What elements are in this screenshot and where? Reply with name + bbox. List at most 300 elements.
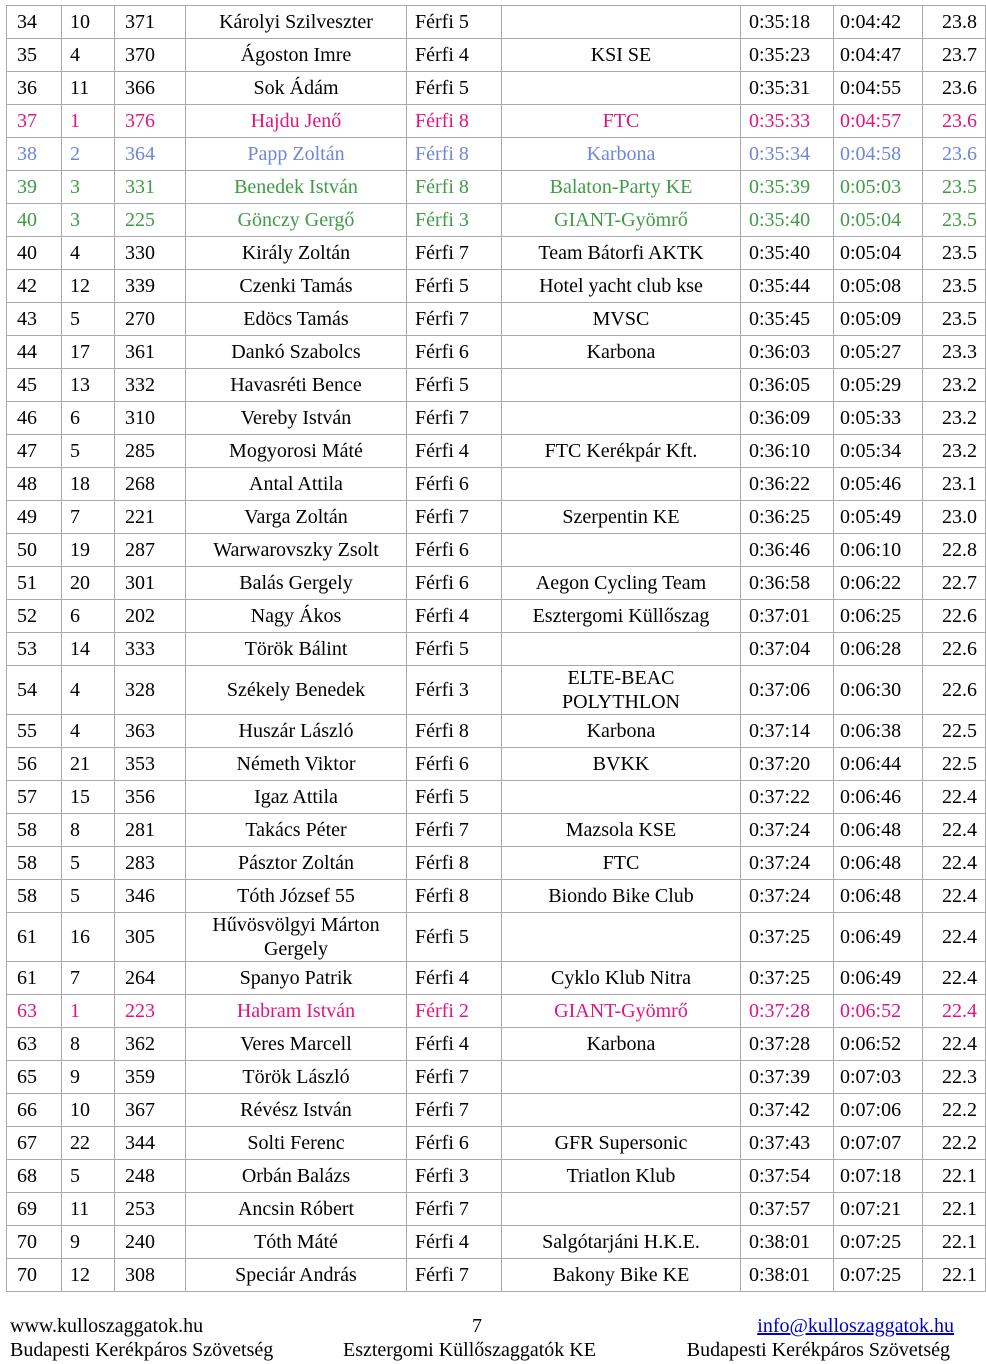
cell-rider-name: Dankó Szabolcs (186, 336, 407, 369)
cell-rider-name: Ancsin Róbert (186, 1193, 407, 1226)
cell-place: 51 (7, 567, 62, 600)
cell-rider-name: Károlyi Szilveszter (186, 6, 407, 39)
cell-club: Szerpentin KE (502, 501, 741, 534)
cell-bib-number: 305 (115, 913, 186, 962)
cell-time: 0:37:04 (741, 633, 834, 666)
cell-rider-name: Havasréti Bence (186, 369, 407, 402)
cell-category-place: 10 (62, 1094, 115, 1127)
cell-category: Férfi 5 (407, 6, 502, 39)
cell-place: 57 (7, 781, 62, 814)
cell-gap: 0:05:08 (834, 270, 923, 303)
cell-gap: 0:06:52 (834, 1028, 923, 1061)
cell-time: 0:37:14 (741, 715, 834, 748)
cell-gap: 0:04:55 (834, 72, 923, 105)
cell-rider-name: Veres Marcell (186, 1028, 407, 1061)
cell-gap: 0:05:29 (834, 369, 923, 402)
cell-category: Férfi 4 (407, 1028, 502, 1061)
cell-club: Karbona (502, 336, 741, 369)
cell-rider-name: Nagy Ákos (186, 600, 407, 633)
cell-category-place: 3 (62, 171, 115, 204)
cell-gap: 0:07:18 (834, 1160, 923, 1193)
cell-time: 0:37:42 (741, 1094, 834, 1127)
cell-bib-number: 344 (115, 1127, 186, 1160)
cell-time: 0:37:24 (741, 814, 834, 847)
cell-bib-number: 376 (115, 105, 186, 138)
cell-speed: 23.7 (923, 39, 986, 72)
cell-speed: 23.8 (923, 6, 986, 39)
cell-place: 58 (7, 880, 62, 913)
cell-time: 0:35:34 (741, 138, 834, 171)
cell-club: GIANT-Gyömrő (502, 204, 741, 237)
table-row (7, 666, 986, 715)
cell-category: Férfi 8 (407, 880, 502, 913)
cell-gap: 0:06:48 (834, 880, 923, 913)
table-row (7, 237, 986, 270)
cell-place: 49 (7, 501, 62, 534)
cell-place: 56 (7, 748, 62, 781)
cell-category-place: 3 (62, 204, 115, 237)
cell-rider-name: Pásztor Zoltán (186, 847, 407, 880)
cell-gap: 0:05:03 (834, 171, 923, 204)
cell-time: 0:37:43 (741, 1127, 834, 1160)
cell-category: Férfi 6 (407, 567, 502, 600)
cell-time: 0:37:28 (741, 995, 834, 1028)
footer-org-middle: Esztergomi Küllőszaggatók KE (343, 1339, 596, 1361)
cell-place: 63 (7, 1028, 62, 1061)
cell-category-place: 10 (62, 6, 115, 39)
cell-bib-number: 285 (115, 435, 186, 468)
cell-gap: 0:05:49 (834, 501, 923, 534)
table-row (7, 435, 986, 468)
cell-bib-number: 268 (115, 468, 186, 501)
cell-category-place: 1 (62, 995, 115, 1028)
cell-club: Salgótarjáni H.K.E. (502, 1226, 741, 1259)
cell-bib-number: 332 (115, 369, 186, 402)
cell-category-place: 7 (62, 962, 115, 995)
table-row (7, 105, 986, 138)
cell-gap: 0:07:07 (834, 1127, 923, 1160)
cell-bib-number: 356 (115, 781, 186, 814)
cell-rider-name: Balás Gergely (186, 567, 407, 600)
results-table (6, 5, 986, 1292)
cell-club: Karbona (502, 715, 741, 748)
cell-category: Férfi 7 (407, 501, 502, 534)
cell-speed: 22.4 (923, 781, 986, 814)
table-row (7, 534, 986, 567)
cell-speed: 23.6 (923, 105, 986, 138)
cell-place: 70 (7, 1226, 62, 1259)
cell-category-place: 5 (62, 847, 115, 880)
cell-rider-name: Török Bálint (186, 633, 407, 666)
cell-club (502, 781, 741, 814)
cell-category-place: 4 (62, 237, 115, 270)
cell-category: Férfi 7 (407, 1259, 502, 1292)
cell-place: 55 (7, 715, 62, 748)
cell-time: 0:37:25 (741, 962, 834, 995)
cell-speed: 22.4 (923, 880, 986, 913)
cell-place: 52 (7, 600, 62, 633)
cell-category: Férfi 6 (407, 1127, 502, 1160)
cell-rider-name: Czenki Tamás (186, 270, 407, 303)
table-row (7, 1127, 986, 1160)
cell-bib-number: 333 (115, 633, 186, 666)
cell-time: 0:37:57 (741, 1193, 834, 1226)
cell-bib-number: 240 (115, 1226, 186, 1259)
cell-bib-number: 359 (115, 1061, 186, 1094)
cell-time: 0:35:40 (741, 237, 834, 270)
cell-category: Férfi 5 (407, 369, 502, 402)
cell-category-place: 5 (62, 303, 115, 336)
cell-time: 0:35:23 (741, 39, 834, 72)
cell-category: Férfi 7 (407, 1061, 502, 1094)
cell-category-place: 22 (62, 1127, 115, 1160)
cell-club: Balaton-Party KE (502, 171, 741, 204)
cell-gap: 0:07:06 (834, 1094, 923, 1127)
table-row (7, 1259, 986, 1292)
cell-club: Biondo Bike Club (502, 880, 741, 913)
cell-bib-number: 330 (115, 237, 186, 270)
cell-club (502, 534, 741, 567)
table-row (7, 1226, 986, 1259)
cell-club: Mazsola KSE (502, 814, 741, 847)
cell-club: GFR Supersonic (502, 1127, 741, 1160)
cell-rider-name: Solti Ferenc (186, 1127, 407, 1160)
cell-bib-number: 270 (115, 303, 186, 336)
cell-category: Férfi 7 (407, 1193, 502, 1226)
cell-club (502, 402, 741, 435)
cell-category-place: 11 (62, 1193, 115, 1226)
cell-bib-number: 328 (115, 666, 186, 715)
cell-time: 0:37:20 (741, 748, 834, 781)
cell-gap: 0:05:04 (834, 237, 923, 270)
cell-speed: 22.5 (923, 715, 986, 748)
cell-rider-name: Habram István (186, 995, 407, 1028)
cell-time: 0:37:54 (741, 1160, 834, 1193)
cell-club (502, 1094, 741, 1127)
cell-speed: 23.5 (923, 237, 986, 270)
cell-place: 44 (7, 336, 62, 369)
table-row (7, 468, 986, 501)
cell-rider-name: Papp Zoltán (186, 138, 407, 171)
cell-club (502, 1061, 741, 1094)
cell-category-place: 15 (62, 781, 115, 814)
cell-club: Karbona (502, 138, 741, 171)
cell-place: 47 (7, 435, 62, 468)
cell-rider-name: Király Zoltán (186, 237, 407, 270)
cell-gap: 0:07:03 (834, 1061, 923, 1094)
footer-org-left: Budapesti Kerékpáros Szövetség (10, 1339, 274, 1361)
cell-category-place: 19 (62, 534, 115, 567)
cell-club: BVKK (502, 748, 741, 781)
table-row (7, 814, 986, 847)
cell-category-place: 13 (62, 369, 115, 402)
cell-category: Férfi 8 (407, 138, 502, 171)
cell-time: 0:35:39 (741, 171, 834, 204)
cell-place: 53 (7, 633, 62, 666)
table-row (7, 567, 986, 600)
cell-rider-name: Székely Benedek (186, 666, 407, 715)
cell-category: Férfi 7 (407, 303, 502, 336)
cell-time: 0:35:31 (741, 72, 834, 105)
cell-place: 37 (7, 105, 62, 138)
cell-speed: 22.6 (923, 666, 986, 715)
cell-club: ELTE-BEAC POLYTHLON (502, 666, 741, 715)
cell-bib-number: 221 (115, 501, 186, 534)
cell-place: 42 (7, 270, 62, 303)
cell-speed: 22.5 (923, 748, 986, 781)
cell-rider-name: Hajdu Jenő (186, 105, 407, 138)
table-row (7, 633, 986, 666)
table-row (7, 501, 986, 534)
cell-time: 0:36:05 (741, 369, 834, 402)
cell-category-place: 17 (62, 336, 115, 369)
cell-place: 63 (7, 995, 62, 1028)
cell-category: Férfi 4 (407, 600, 502, 633)
cell-bib-number: 301 (115, 567, 186, 600)
cell-club (502, 6, 741, 39)
cell-club: Aegon Cycling Team (502, 567, 741, 600)
cell-time: 0:37:22 (741, 781, 834, 814)
cell-club: GIANT-Gyömrő (502, 995, 741, 1028)
cell-speed: 22.2 (923, 1094, 986, 1127)
cell-club: Bakony Bike KE (502, 1259, 741, 1292)
cell-bib-number: 370 (115, 39, 186, 72)
cell-time: 0:37:24 (741, 847, 834, 880)
cell-rider-name: Németh Viktor (186, 748, 407, 781)
cell-place: 40 (7, 204, 62, 237)
cell-place: 68 (7, 1160, 62, 1193)
cell-category: Férfi 8 (407, 715, 502, 748)
cell-speed: 22.3 (923, 1061, 986, 1094)
cell-category-place: 4 (62, 666, 115, 715)
cell-club: FTC Kerékpár Kft. (502, 435, 741, 468)
cell-gap: 0:06:28 (834, 633, 923, 666)
table-row (7, 1193, 986, 1226)
cell-gap: 0:05:04 (834, 204, 923, 237)
cell-speed: 22.4 (923, 814, 986, 847)
cell-gap: 0:06:22 (834, 567, 923, 600)
cell-club (502, 913, 741, 962)
cell-gap: 0:05:09 (834, 303, 923, 336)
cell-time: 0:38:01 (741, 1259, 834, 1292)
cell-bib-number: 225 (115, 204, 186, 237)
cell-rider-name: Hűvösvölgyi Márton Gergely (186, 913, 407, 962)
cell-rider-name: Speciár András (186, 1259, 407, 1292)
cell-bib-number: 248 (115, 1160, 186, 1193)
cell-time: 0:35:44 (741, 270, 834, 303)
cell-place: 65 (7, 1061, 62, 1094)
table-row (7, 1160, 986, 1193)
cell-place: 46 (7, 402, 62, 435)
cell-category: Férfi 7 (407, 1094, 502, 1127)
cell-place: 36 (7, 72, 62, 105)
cell-category-place: 18 (62, 468, 115, 501)
cell-category: Férfi 5 (407, 781, 502, 814)
cell-time: 0:36:09 (741, 402, 834, 435)
cell-bib-number: 281 (115, 814, 186, 847)
cell-gap: 0:06:48 (834, 847, 923, 880)
table-row (7, 1028, 986, 1061)
cell-bib-number: 371 (115, 6, 186, 39)
cell-rider-name: Tóth Máté (186, 1226, 407, 1259)
cell-bib-number: 363 (115, 715, 186, 748)
cell-category: Férfi 3 (407, 666, 502, 715)
cell-speed: 23.1 (923, 468, 986, 501)
footer-org-right: Budapesti Kerékpáros Szövetség (686, 1339, 950, 1361)
cell-category-place: 20 (62, 567, 115, 600)
cell-category: Férfi 5 (407, 270, 502, 303)
cell-speed: 22.8 (923, 534, 986, 567)
table-row (7, 880, 986, 913)
cell-gap: 0:07:25 (834, 1259, 923, 1292)
cell-gap: 0:05:27 (834, 336, 923, 369)
cell-rider-name: Benedek István (186, 171, 407, 204)
cell-speed: 22.6 (923, 633, 986, 666)
email-link[interactable]: info@kulloszaggatok.hu (757, 1315, 954, 1337)
table-row (7, 369, 986, 402)
cell-place: 54 (7, 666, 62, 715)
cell-rider-name: Ágoston Imre (186, 39, 407, 72)
cell-bib-number: 367 (115, 1094, 186, 1127)
cell-speed: 22.4 (923, 1028, 986, 1061)
cell-club: FTC (502, 105, 741, 138)
cell-gap: 0:05:34 (834, 435, 923, 468)
cell-speed: 23.5 (923, 303, 986, 336)
table-row (7, 715, 986, 748)
cell-gap: 0:07:21 (834, 1193, 923, 1226)
cell-speed: 22.1 (923, 1160, 986, 1193)
cell-rider-name: Warwarovszky Zsolt (186, 534, 407, 567)
cell-club (502, 1193, 741, 1226)
cell-category-place: 16 (62, 913, 115, 962)
cell-bib-number: 353 (115, 748, 186, 781)
cell-category: Férfi 8 (407, 847, 502, 880)
cell-place: 43 (7, 303, 62, 336)
cell-category: Férfi 3 (407, 1160, 502, 1193)
cell-bib-number: 346 (115, 880, 186, 913)
table-row (7, 6, 986, 39)
cell-place: 61 (7, 962, 62, 995)
cell-category: Férfi 6 (407, 748, 502, 781)
cell-club: Team Bátorfi AKTK (502, 237, 741, 270)
cell-gap: 0:06:44 (834, 748, 923, 781)
cell-bib-number: 310 (115, 402, 186, 435)
cell-category: Férfi 7 (407, 814, 502, 847)
footer-line-2 (0, 1338, 960, 1362)
cell-category: Férfi 3 (407, 204, 502, 237)
cell-time: 0:36:25 (741, 501, 834, 534)
cell-bib-number: 283 (115, 847, 186, 880)
table-row (7, 39, 986, 72)
cell-rider-name: Igaz Attila (186, 781, 407, 814)
cell-club (502, 72, 741, 105)
cell-rider-name: Török László (186, 1061, 407, 1094)
cell-place: 69 (7, 1193, 62, 1226)
cell-time: 0:36:22 (741, 468, 834, 501)
cell-category: Férfi 2 (407, 995, 502, 1028)
cell-gap: 0:06:52 (834, 995, 923, 1028)
cell-gap: 0:04:57 (834, 105, 923, 138)
cell-time: 0:36:46 (741, 534, 834, 567)
cell-rider-name: Sok Ádám (186, 72, 407, 105)
cell-place: 58 (7, 814, 62, 847)
cell-time: 0:35:45 (741, 303, 834, 336)
cell-category: Férfi 4 (407, 962, 502, 995)
cell-speed: 22.4 (923, 962, 986, 995)
cell-speed: 23.2 (923, 435, 986, 468)
cell-place: 67 (7, 1127, 62, 1160)
cell-category-place: 14 (62, 633, 115, 666)
cell-speed: 23.5 (923, 204, 986, 237)
cell-category-place: 6 (62, 402, 115, 435)
cell-place: 70 (7, 1259, 62, 1292)
cell-category-place: 12 (62, 1259, 115, 1292)
cell-speed: 23.3 (923, 336, 986, 369)
cell-speed: 22.6 (923, 600, 986, 633)
cell-place: 35 (7, 39, 62, 72)
cell-category: Férfi 6 (407, 534, 502, 567)
table-row (7, 204, 986, 237)
table-row (7, 270, 986, 303)
cell-place: 39 (7, 171, 62, 204)
cell-time: 0:36:58 (741, 567, 834, 600)
table-row (7, 913, 986, 962)
cell-club: MVSC (502, 303, 741, 336)
cell-speed: 22.7 (923, 567, 986, 600)
cell-bib-number: 202 (115, 600, 186, 633)
cell-club: Cyklo Klub Nitra (502, 962, 741, 995)
cell-rider-name: Huszár László (186, 715, 407, 748)
cell-category-place: 8 (62, 1028, 115, 1061)
cell-time: 0:37:28 (741, 1028, 834, 1061)
cell-time: 0:38:01 (741, 1226, 834, 1259)
cell-category-place: 5 (62, 1160, 115, 1193)
cell-gap: 0:06:48 (834, 814, 923, 847)
table-row (7, 600, 986, 633)
cell-speed: 23.0 (923, 501, 986, 534)
table-row (7, 171, 986, 204)
cell-speed: 22.2 (923, 1127, 986, 1160)
cell-rider-name: Edöcs Tamás (186, 303, 407, 336)
cell-category: Férfi 4 (407, 435, 502, 468)
cell-category: Férfi 5 (407, 913, 502, 962)
cell-place: 34 (7, 6, 62, 39)
cell-bib-number: 264 (115, 962, 186, 995)
cell-time: 0:36:03 (741, 336, 834, 369)
cell-gap: 0:07:25 (834, 1226, 923, 1259)
cell-gap: 0:06:30 (834, 666, 923, 715)
cell-club (502, 468, 741, 501)
cell-speed: 22.4 (923, 847, 986, 880)
table-row (7, 402, 986, 435)
website-link[interactable]: www.kulloszaggatok.hu (10, 1315, 204, 1337)
cell-rider-name: Tóth József 55 (186, 880, 407, 913)
cell-category-place: 12 (62, 270, 115, 303)
cell-rider-name: Vereby István (186, 402, 407, 435)
cell-bib-number: 287 (115, 534, 186, 567)
cell-place: 38 (7, 138, 62, 171)
cell-rider-name: Spanyo Patrik (186, 962, 407, 995)
table-row (7, 748, 986, 781)
cell-category: Férfi 6 (407, 468, 502, 501)
cell-club (502, 633, 741, 666)
cell-club: Karbona (502, 1028, 741, 1061)
cell-rider-name: Gönczy Gergő (186, 204, 407, 237)
cell-bib-number: 362 (115, 1028, 186, 1061)
cell-category-place: 21 (62, 748, 115, 781)
cell-bib-number: 253 (115, 1193, 186, 1226)
table-row (7, 1094, 986, 1127)
